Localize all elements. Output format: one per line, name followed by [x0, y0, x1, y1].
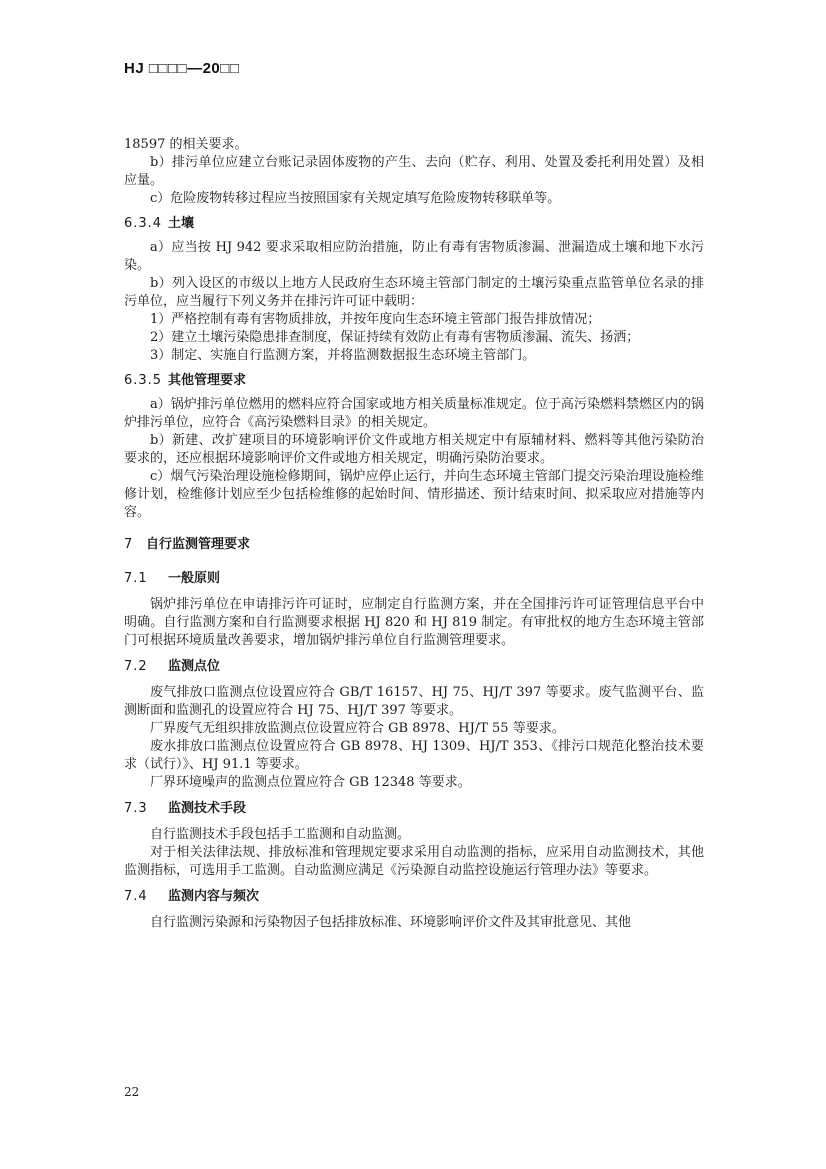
paragraph: 3）制定、实施自行监测方案，并将监测数据报生态环境主管部门。	[150, 348, 536, 363]
section-number: 7.4	[124, 889, 148, 904]
section-heading	[124, 888, 704, 906]
paragraph: 18597 的相关要求。	[124, 137, 248, 152]
section-number: 7.3	[124, 801, 148, 816]
paragraph: 自行监测技术手段包括手工监测和自动监测。	[150, 827, 411, 842]
paragraph: 废水排放口监测点位设置应符合 GB 8978、HJ 1309、HJ/T 353、《排污口规范化整治技术要求（试行）》、HJ 91.1 等要求。	[124, 739, 704, 772]
page-number: 22	[124, 1085, 140, 1099]
section-title: 监测点位	[168, 659, 221, 674]
section-title: 监测内容与频次	[168, 889, 260, 904]
paragraph: 废气排放口监测点位设置应符合 GB/T 16157、HJ 75、HJ/T 397 等要求。废气监测平台、监测断面和监测孔的设置应符合 HJ 75、HJ/T 397 等要求。	[124, 685, 704, 718]
paragraph: 自行监测污染源和污染物因子包括排放标准、环境影响评价文件及其审批意见、其他	[150, 915, 632, 930]
section-heading	[124, 536, 704, 554]
section-number: 6.3.5	[124, 373, 163, 388]
paragraph: b）排污单位应建立台账记录固体废物的产生、去向（贮存、利用、处置及委托利用处置）及相应量。	[124, 155, 704, 188]
paragraph: b）列入设区的市级以上地方人民政府生态环境主管部门制定的土壤污染重点监管单位名录的排污单位，应当履行下列义务并在排污许可证中载明：	[124, 276, 704, 309]
header-divider	[124, 86, 704, 87]
section-number: 7	[124, 537, 133, 552]
section-title: 一般原则	[168, 571, 221, 586]
section-title: 自行监测管理要求	[146, 537, 251, 552]
section-heading	[124, 372, 704, 390]
paragraph: c）危险废物转移过程应当按照国家有关规定填写危险废物转移联单等。	[150, 191, 561, 206]
section-title: 土壤	[168, 216, 195, 231]
section-number: 6.3.4	[124, 216, 163, 231]
section-heading	[124, 215, 704, 233]
section-number: 7.1	[124, 571, 148, 586]
paragraph: 对于相关法律法规、排放标准和管理规定要求采用自动监测的指标，应采用自动监测技术，其他监测指标，可选用手工监测。自动监测应满足《污染源自动监控设施运行管理办法》等要求。	[124, 845, 704, 878]
paragraph: c）烟气污染治理设施检修期间，锅炉应停止运行，并向生态环境主管部门提交污染治理设施检维修计划，检维修计划应至少包括检维修的起始时间、情形描述、预计结束时间、拟采取应对措施等内容。	[124, 469, 704, 520]
paragraph: b）新建、改扩建项目的环境影响评价文件或地方相关规定中有原辅材料、燃料等其他污染防治要求的，还应根据环境影响评价文件或地方相关规定，明确污染防治要求。	[124, 433, 704, 466]
section-number: 7.2	[124, 659, 148, 674]
section-title: 其他管理要求	[168, 373, 247, 388]
paragraph: 2）建立土壤污染隐患排查制度，保证持续有效防止有毒有害物质渗漏、流失、扬洒；	[150, 330, 640, 345]
paragraph: 1）严格控制有毒有害物质排放，并按年度向生态环境主管部门报告排放情况；	[150, 312, 601, 327]
section-heading	[124, 658, 704, 676]
document-body	[124, 136, 704, 932]
section-title: 监测技术手段	[168, 801, 247, 816]
paragraph: 厂界环境噪声的监测点位置应符合 GB 12348 等要求。	[150, 775, 471, 790]
running-header: HJ □□□□—20□□	[124, 60, 240, 77]
section-heading	[124, 570, 704, 588]
paragraph: a）应当按 HJ 942 要求采取相应防治措施，防止有毒有害物质渗漏、泄漏造成土壤和地下水污染。	[124, 240, 704, 273]
paragraph: 厂界废气无组织排放监测点位设置应符合 GB 8978、HJ/T 55 等要求。	[150, 721, 565, 736]
paragraph: 锅炉排污单位在申请排污许可证时，应制定自行监测方案，并在全国排污许可证管理信息平台中明确。自行监测方案和自行监测要求根据 HJ 820 和 HJ 819 制定。有审批权的地方生态环境主管部门可根据环境质量改善要求，增加锅炉排污单位自行监测管理要求。	[124, 597, 704, 648]
paragraph: a）锅炉排污单位燃用的燃料应符合国家或地方相关质量标准规定。位于高污染燃料禁燃区内的锅炉排污单位，应符合《高污染燃料目录》的相关规定。	[124, 397, 704, 430]
section-heading	[124, 800, 704, 818]
